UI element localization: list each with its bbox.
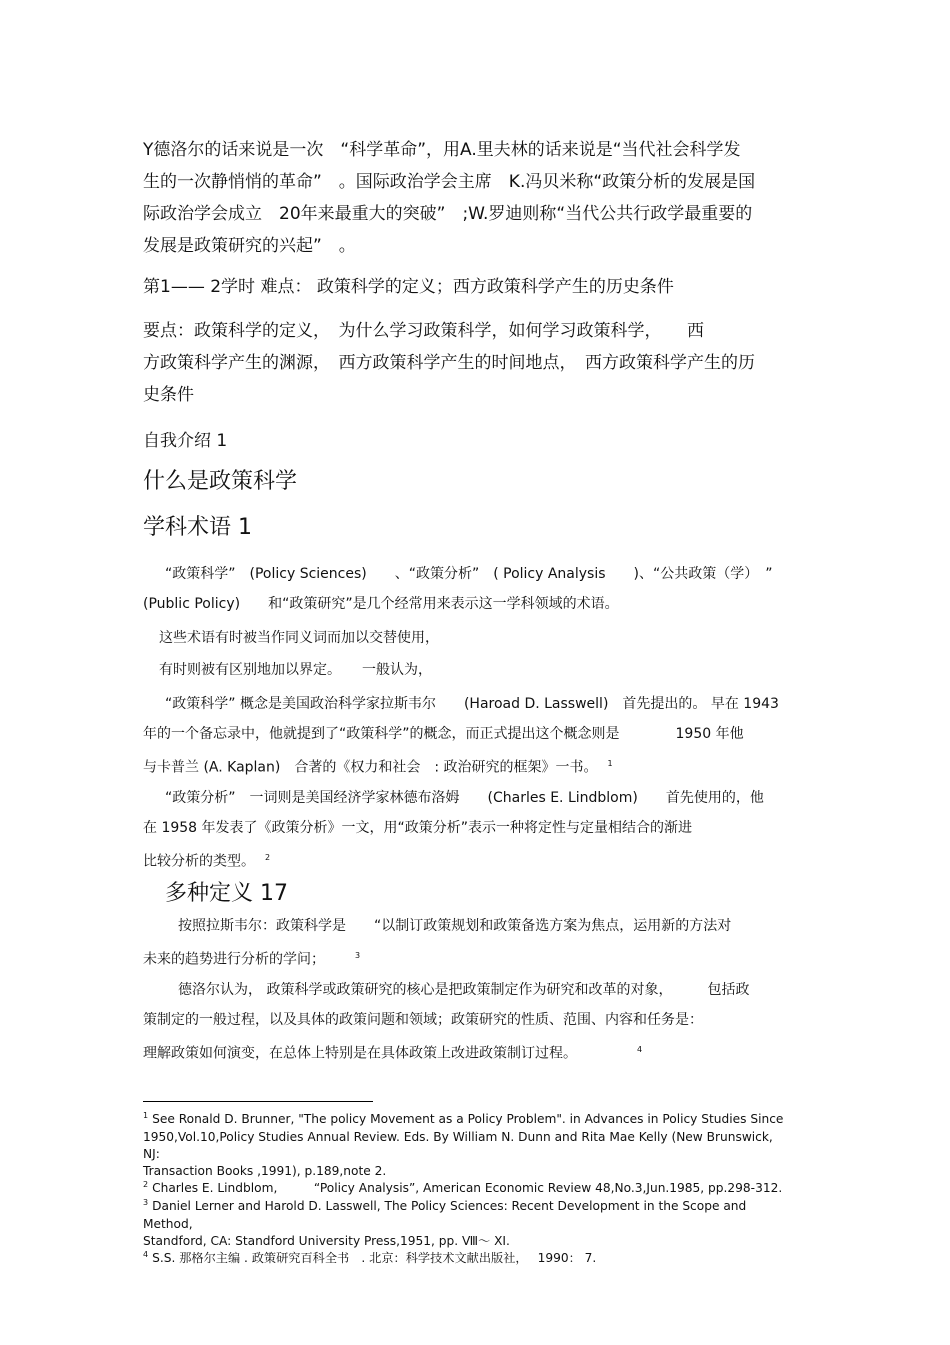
intro-line: 生的一次静悄悄的革命” 。国际政治学会主席 K.冯贝米称“政策分析的发展是国	[143, 172, 756, 192]
intro-line: 发展是政策研究的兴起” 。	[143, 236, 356, 256]
footnote-2	[143, 1180, 793, 1198]
footnote-text: Charles E. Lindblom, “Policy Analysis”, American Economic Review 48,No.3,Jun.1985, pp.298-312.	[152, 1181, 783, 1195]
lindblom-line: “政策分析” 一词则是美国经济学家林德布洛姆 (Charles E. Lindblom) 首先使用的，他	[165, 790, 764, 806]
definition-line-last	[143, 941, 808, 975]
heading-what-is: 什么是政策科学	[143, 469, 298, 494]
terms-line: “政策科学” (Policy Sciences) 、“政策分析” ( Policy Analysis )、“公共政策（学） ”	[165, 566, 773, 582]
lasswell-paragraph	[143, 689, 808, 783]
key-points	[143, 315, 808, 411]
definition-line: 策制定的一般过程，以及具体的政策问题和领域；政策研究的性质、范围、内容和任务是：	[143, 1012, 703, 1028]
terms-line-distinct: 有时则被有区别地加以界定。 一般认为，	[159, 662, 432, 678]
self-intro: 自我介绍 1	[143, 431, 228, 451]
footnote-ref-3: 3	[355, 951, 361, 960]
intro-line: 际政治学会成立 20年来最重大的突破” ;W.罗迪则称“当代公共行政学最重要的	[143, 204, 753, 224]
key-points-line: 方政策科学产生的渊源， 西方政策科学产生的时间地点， 西方政策科学产生的历	[143, 353, 755, 373]
lasswell-line-last	[143, 749, 808, 783]
definition-line: 德洛尔认为， 政策科学或政策研究的核心是把政策制定作为研究和改革的对象， 包括政	[178, 982, 750, 998]
footnote-line	[143, 1250, 793, 1268]
intro-paragraph	[143, 134, 808, 262]
lasswell-line: 年的一个备忘录中，他就提到了“政策科学”的概念，而正式提出这个概念则是 1950 年他	[143, 726, 744, 742]
footnote-line: Transaction Books ,1991), p.189,note 2.	[143, 1164, 387, 1178]
footnote-ref-4: 4	[637, 1045, 643, 1054]
footnote-number: 2	[143, 1180, 149, 1189]
lindblom-paragraph	[143, 783, 808, 877]
terms-paragraph	[143, 559, 808, 619]
lindblom-line-text: 比较分析的类型。	[143, 853, 255, 870]
footnote-divider	[143, 1101, 373, 1102]
footnote-line	[143, 1198, 793, 1233]
lasswell-line-text: 与卡普兰 (A. Kaplan) 合著的《权力和社会 : 政治研究的框架》一书。	[143, 759, 598, 776]
key-points-line: 要点：政策科学的定义， 为什么学习政策科学，如何学习政策科学， 西	[143, 321, 704, 341]
lindblom-line: 在 1958 年发表了《政策分析》一文，用“政策分析”表示一种将定性与定量相结合的渐进	[143, 820, 693, 836]
footnote-ref-1: 1	[607, 759, 613, 768]
lesson-title: 第1—— 2学时 难点： 政策科学的定义；西方政策科学产生的历史条件	[143, 277, 674, 297]
lasswell-line: “政策科学” 概念是美国政治科学家拉斯韦尔 (Haroad D. Lasswell) 首先提出的。 早在 1943	[165, 696, 779, 712]
intro-line: Y德洛尔的话来说是一次 “科学革命”，用A.里夫林的话来说是“当代社会科学发	[143, 140, 741, 160]
footnote-3	[143, 1198, 793, 1250]
footnote-number: 1	[143, 1111, 149, 1120]
footnotes	[143, 1111, 793, 1268]
terms-line-synonyms: 这些术语有时被当作同义词而加以交替使用，	[159, 630, 439, 646]
lindblom-line-last	[143, 843, 808, 877]
footnote-text: Daniel Lerner and Harold D. Lasswell, The Policy Sciences: Recent Development in the Scope and Method,	[143, 1199, 747, 1231]
footnote-line: 1950,Vol.10,Policy Studies Annual Review. Eds. By William N. Dunn and Rita Mae Kelly (New Brunswick, NJ:	[143, 1130, 773, 1161]
footnote-text: See Ronald D. Brunner, "The policy Movement as a Policy Problem". in Advances in Policy Studies Since	[152, 1112, 784, 1126]
terms-line: (Public Policy) 和“政策研究”是几个经常用来表示这一学科领域的术语。	[143, 596, 619, 612]
definition-line-last	[143, 1035, 808, 1069]
definition-lasswell	[143, 911, 808, 975]
footnote-ref-2: 2	[265, 853, 271, 862]
footnote-number: 4	[143, 1250, 149, 1259]
key-points-line: 史条件	[143, 385, 194, 405]
footnote-text: S.S. 那格尔主编 . 政策研究百科全书 . 北京：科学技术文献出版社， 1990： 7.	[152, 1251, 597, 1265]
footnote-line: Standford, CA: Standford University Press,1951, pp. Ⅷ～ XI.	[143, 1234, 510, 1248]
definition-line: 按照拉斯韦尔：政策科学是 “以制订政策规划和政策备选方案为焦点，运用新的方法对	[178, 918, 732, 934]
footnote-1	[143, 1111, 793, 1180]
heading-definitions: 多种定义 17	[165, 881, 288, 906]
heading-terms: 学科术语 1	[143, 515, 252, 540]
footnote-number: 3	[143, 1198, 149, 1207]
footnote-4	[143, 1250, 793, 1268]
footnote-line	[143, 1180, 793, 1198]
definition-dror	[143, 975, 808, 1069]
definition-line-text: 未来的趋势进行分析的学问；	[143, 951, 325, 968]
footnote-line	[143, 1111, 793, 1129]
definition-line-text: 理解政策如何演变，在总体上特别是在具体政策上改进政策制订过程。	[143, 1045, 577, 1062]
